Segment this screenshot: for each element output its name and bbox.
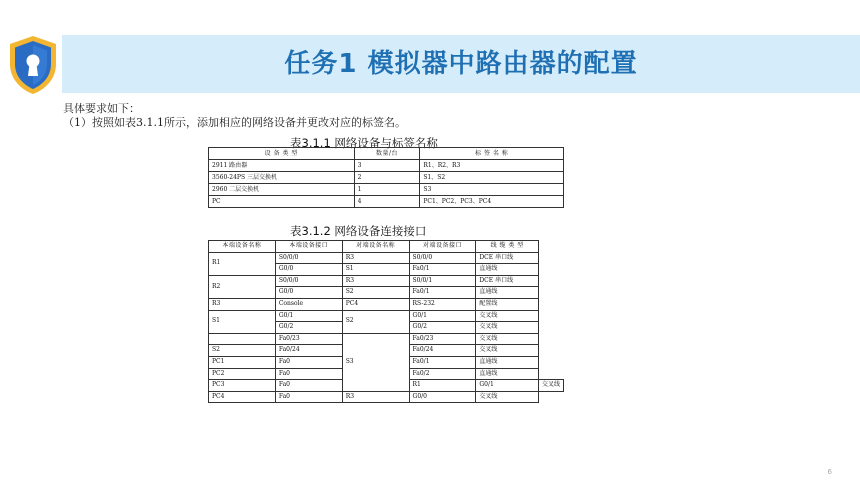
- connection-interface-table: [208, 240, 564, 403]
- table-cell: 2: [354, 172, 420, 184]
- table-cell: 交叉线: [476, 345, 539, 357]
- table-cell: R1、R2、R3: [420, 160, 564, 172]
- table-cell: G0/2: [409, 322, 476, 334]
- table-cell: G0/1: [409, 310, 476, 322]
- table-row: [209, 391, 564, 403]
- table-header-cell: 对端设备接口: [409, 241, 476, 253]
- table-cell: Fa0/1: [409, 287, 476, 299]
- table-cell: 3: [354, 160, 420, 172]
- table-cell: 配置线: [476, 298, 539, 310]
- table-row: [209, 196, 564, 208]
- intro-line-2: （1）按照如表3.1.1所示，添加相应的网络设备并更改对应的标签名。: [63, 116, 406, 129]
- table-cell: R2: [209, 275, 276, 298]
- table-cell: PC: [209, 196, 355, 208]
- table-cell: PC4: [209, 391, 276, 403]
- table-cell: S0/0/0: [409, 252, 476, 264]
- table-cell: R1: [209, 252, 276, 275]
- table-cell: 直通线: [476, 264, 539, 276]
- table-cell: S0/0/0: [275, 252, 342, 264]
- table-cell: S3: [420, 184, 564, 196]
- table-cell: PC1、PC2、PC3、PC4: [420, 196, 564, 208]
- table-cell: 4: [354, 196, 420, 208]
- table-row: [209, 184, 564, 196]
- table-row: [209, 298, 564, 310]
- table-row: [209, 172, 564, 184]
- table-cell: R1: [409, 380, 476, 392]
- table-cell: 交叉线: [476, 391, 539, 403]
- table-cell: 交叉线: [476, 310, 539, 322]
- table-cell: Fa0/1: [409, 264, 476, 276]
- table-cell: DCE 串口线: [476, 275, 539, 287]
- table-cell: PC3: [209, 380, 276, 392]
- table-cell: G0/1: [275, 310, 342, 322]
- table-cell: Fa0/24: [275, 345, 342, 357]
- table2-caption: 表3.1.2 网络设备连接接口: [290, 224, 427, 238]
- table-cell: 2960 二层交换机: [209, 184, 355, 196]
- table-cell: S1、S2: [420, 172, 564, 184]
- table-cell: 直通线: [476, 356, 539, 368]
- table-cell: Fa0: [275, 356, 342, 368]
- table-cell: 直通线: [476, 287, 539, 299]
- table-cell: S0/0/1: [409, 275, 476, 287]
- page-number: 6: [827, 468, 832, 476]
- table-cell: S0/0/0: [275, 275, 342, 287]
- table-cell: PC1: [209, 356, 276, 368]
- table-cell: 2911 路由器: [209, 160, 355, 172]
- table-row: [209, 252, 564, 264]
- table-header-row: [209, 148, 564, 160]
- table-cell: R3: [209, 298, 276, 310]
- table-cell: Console: [275, 298, 342, 310]
- table-cell: R3: [342, 391, 409, 403]
- shield-keyhole-icon: [6, 34, 60, 96]
- table-cell: G0/0: [409, 391, 476, 403]
- table-cell: S1: [342, 264, 409, 276]
- table-cell: S2: [342, 310, 409, 333]
- title-bar: [62, 35, 860, 93]
- table-cell: 直通线: [476, 368, 539, 380]
- table-cell: PC4: [342, 298, 409, 310]
- table-cell: S3: [342, 333, 409, 391]
- intro-text: [63, 102, 406, 130]
- table-cell: Fa0/23: [409, 333, 476, 345]
- table-cell: S1: [209, 310, 276, 333]
- table-cell: Fa0/1: [409, 356, 476, 368]
- table-cell: G0/1: [476, 380, 539, 392]
- table-cell: 交叉线: [476, 333, 539, 345]
- table-cell: R3: [342, 252, 409, 264]
- table-cell: DCE 串口线: [476, 252, 539, 264]
- table1-caption: 表3.1.1 网络设备与标签名称: [290, 136, 438, 150]
- slide-title: 任务1 模拟器中路由器的配置: [284, 49, 638, 79]
- table-header-cell: 对端设备名称: [342, 241, 409, 253]
- table-header-cell: 设 备 类 型: [209, 148, 355, 160]
- table-cell: PC2: [209, 368, 276, 380]
- table-header-row: [209, 241, 564, 253]
- table-header-cell: 本端设备名称: [209, 241, 276, 253]
- table-cell: S2: [342, 287, 409, 299]
- table-cell: Fa0/24: [409, 345, 476, 357]
- device-label-table: [208, 147, 564, 208]
- table-cell: S2: [209, 345, 276, 357]
- table-header-cell: 本端设备接口: [275, 241, 342, 253]
- table-row: [209, 275, 564, 287]
- table-cell: G0/0: [275, 264, 342, 276]
- table-cell: 交叉线: [538, 380, 563, 392]
- table-cell: G0/2: [275, 322, 342, 334]
- table-cell: 交叉线: [476, 322, 539, 334]
- table-row: [209, 160, 564, 172]
- table-cell: [209, 333, 276, 345]
- table-cell: 3560-24PS 三层交换机: [209, 172, 355, 184]
- table-cell: R3: [342, 275, 409, 287]
- intro-line-1: 具体要求如下：: [63, 102, 140, 115]
- table-cell: RS-232: [409, 298, 476, 310]
- table-cell: Fa0: [275, 391, 342, 403]
- table-row: [209, 310, 564, 322]
- table-row: [209, 333, 564, 345]
- table-cell: 1: [354, 184, 420, 196]
- table-header-cell: 标 签 名 称: [420, 148, 564, 160]
- table-cell: Fa0: [275, 368, 342, 380]
- table-cell: Fa0: [275, 380, 342, 392]
- table-cell: Fa0/23: [275, 333, 342, 345]
- table-cell: Fa0/2: [409, 368, 476, 380]
- table-header-cell: 线 缆 类 型: [476, 241, 539, 253]
- table-cell: G0/0: [275, 287, 342, 299]
- table-header-cell: 数量/台: [354, 148, 420, 160]
